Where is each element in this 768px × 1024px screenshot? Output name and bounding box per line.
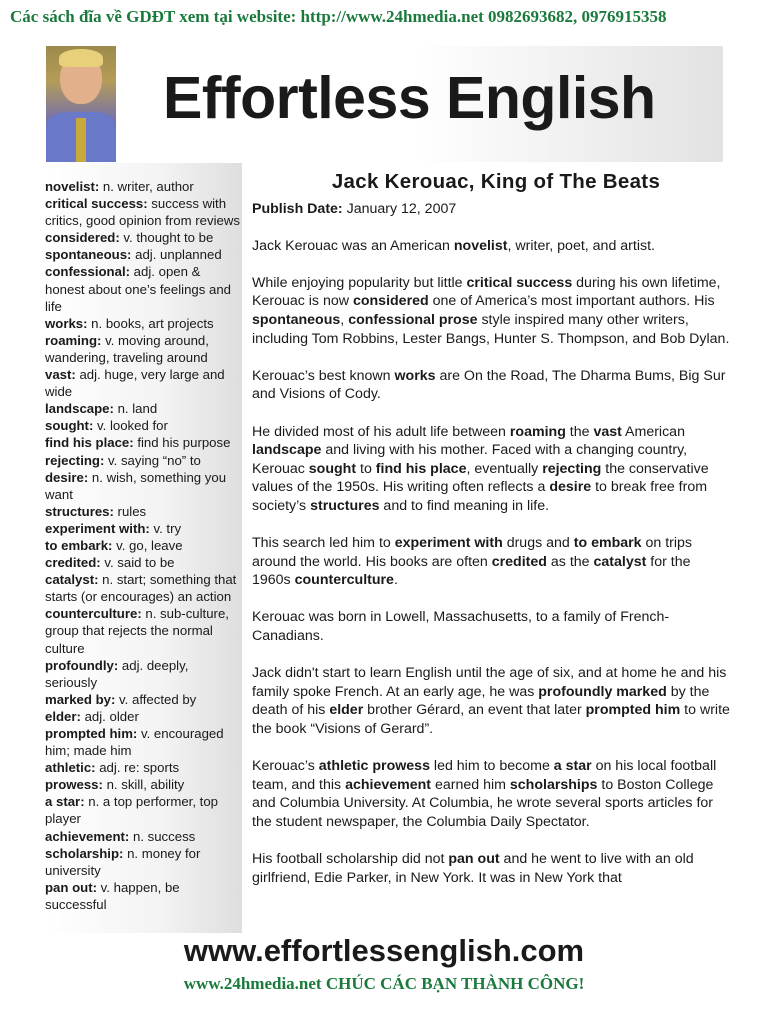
glossary-term: roaming: (45, 332, 102, 348)
glossary-term: considered: (45, 230, 120, 246)
glossary-term: counterculture: (45, 606, 142, 622)
glossary-term: pan out: (45, 879, 98, 895)
glossary-term: prowess: (45, 777, 103, 793)
text-run: for the 1960s (252, 553, 691, 589)
vocab-term: spontaneous (252, 311, 341, 328)
glossary-definition: adj. older (80, 708, 139, 724)
glossary-definition: v. go, leave (112, 537, 183, 553)
text-run: the conservative values of the 1950s. His writing often reflects a (252, 460, 709, 496)
vocab-term: sought (308, 460, 357, 477)
vocab-term: achievement (345, 776, 432, 793)
text-run: style inspired many other writers, including Tom Robbins, Lester Bangs, Hunter S. Thompson, and Bob Dylan. (252, 311, 730, 347)
text-run: one of America’s most important authors. His (428, 293, 715, 310)
text-run: to break free from society’s (252, 479, 708, 514)
website-url[interactable]: www.effortlessenglish.com (183, 933, 585, 968)
text-run: and to find meaning in life. (379, 497, 550, 514)
photo-tie (76, 118, 86, 162)
glossary-entry (45, 879, 242, 913)
vocab-term: counterculture (294, 572, 394, 589)
glossary-entry (45, 366, 242, 400)
article (252, 170, 732, 906)
text-run: Kerouac’s best known (252, 367, 395, 384)
article-paragraph (252, 423, 732, 516)
glossary-definition: n. sub-culture, group that rejects the normal culture (45, 606, 229, 656)
glossary-term: novelist: (45, 179, 100, 194)
vocab-term: a star (553, 758, 592, 775)
vocab-term: athletic prowess (318, 758, 430, 775)
glossary-term: catalyst: (45, 572, 99, 588)
glossary-definition: v. affected by (115, 691, 197, 707)
glossary-definition: n. money for university (45, 845, 201, 878)
glossary-definition: adj. open & honest about one’s feelings and life (45, 264, 231, 314)
page-title: Effortless English (163, 65, 656, 131)
glossary-entry (45, 759, 242, 776)
glossary-term: rejecting: (45, 452, 105, 468)
glossary-term: athletic: (45, 760, 96, 776)
vocab-term: find his place (375, 460, 467, 477)
article-paragraph (252, 850, 732, 887)
article-paragraph (252, 274, 732, 348)
glossary-definition: success with critics, good opinion from reviews (45, 196, 240, 229)
vocab-term: works (394, 367, 436, 384)
glossary-definition: adj. deeply, seriously (45, 657, 189, 690)
glossary-definition: v. try (149, 520, 182, 536)
vocab-term: landscape (252, 442, 322, 459)
vocab-term: catalyst (593, 553, 647, 570)
glossary-term: marked by: (45, 691, 116, 707)
article-paragraph (252, 757, 732, 831)
glossary-entry (45, 315, 242, 332)
article-paragraph (252, 608, 732, 645)
glossary-definition: n. start; something that starts (or encourages) an action (45, 572, 237, 605)
glossary-entry (45, 845, 242, 879)
glossary-term: find his place: (45, 435, 134, 451)
glossary-entry (45, 503, 242, 520)
glossary-term: structures: (45, 503, 114, 519)
text-run: , writer, poet, and artist. (507, 237, 655, 254)
vocab-term: roaming (509, 423, 566, 440)
article-paragraph (252, 367, 732, 404)
glossary-entry (45, 178, 242, 195)
glossary-definition: v. looked for (93, 418, 168, 434)
glossary-term: critical success: (45, 196, 148, 212)
vocab-term: critical success (466, 274, 573, 291)
glossary-term: a star: (45, 794, 85, 810)
glossary-entry (45, 537, 242, 554)
glossary-entry (45, 657, 242, 691)
glossary-term: to embark: (45, 537, 113, 553)
glossary-definition: rules (113, 503, 147, 519)
vocab-term: scholarships (509, 776, 598, 793)
glossary-entry (45, 725, 242, 759)
vocab-term: rejecting (542, 460, 602, 477)
text-run: and he went to live with an old girlfriend, Edie Parker, in New York. It was in New York that (252, 851, 694, 886)
vocab-term: profoundly marked (538, 683, 667, 700)
vocab-term: elder (329, 702, 364, 719)
glossary-term: vast: (45, 367, 76, 383)
text-run: to (356, 460, 376, 477)
glossary-term: experiment with: (45, 520, 150, 536)
text-run: on his local football team, and this (252, 758, 717, 793)
glossary-definition: adj. unplanned (131, 247, 222, 263)
glossary-term: landscape: (45, 401, 114, 417)
vocab-term: novelist (453, 237, 508, 254)
glossary-definition: n. success (129, 828, 196, 844)
glossary-term: confessional: (45, 264, 131, 280)
text-run: during his own lifetime, Kerouac is now (252, 274, 721, 310)
text-run: by the death of his (252, 683, 710, 719)
glossary-entry (45, 554, 242, 571)
glossary-entry (45, 434, 242, 451)
bottom-banner: www.24hmedia.net CHÚC CÁC BẠN THÀNH CÔNG! (183, 974, 585, 993)
author-photo (46, 46, 116, 162)
glossary-term: spontaneous: (45, 247, 132, 263)
glossary-entry (45, 452, 242, 469)
glossary-entry (45, 400, 242, 417)
text-run: to write the book “Visions of Gerard”. (252, 702, 730, 738)
glossary-entry (45, 246, 242, 263)
glossary-definition: v. encouraged him; made him (45, 726, 224, 759)
glossary-definition: n. a top performer, top player (45, 794, 219, 827)
article-title: Jack Kerouac, King of The Beats (331, 170, 661, 193)
glossary-term: achievement: (45, 828, 130, 844)
glossary-definition: v. thought to be (119, 230, 214, 246)
text-run: Jack didn't start to learn English until the age of six, and at home he and his family spoke French. At an early age, he was (252, 665, 727, 700)
publish-label: Publish Date: (252, 201, 343, 217)
article-paragraph (252, 664, 732, 738)
glossary-definition: adj. huge, very large and wide (45, 367, 225, 400)
text-run: brother Gérard, an event that later (363, 702, 586, 719)
glossary-entry (45, 828, 242, 845)
glossary-definition: n. land (113, 401, 158, 417)
text-run: , (340, 311, 349, 328)
glossary-entry (45, 708, 242, 725)
glossary-term: elder: (45, 708, 81, 724)
glossary-definition: n. books, art projects (87, 315, 214, 331)
glossary-entry (45, 691, 242, 708)
glossary-definition: n. wish, something you want (45, 469, 227, 502)
text-run: , eventually (466, 460, 543, 477)
glossary-definition: v. saying “no” to (104, 452, 201, 468)
glossary-entry (45, 605, 242, 656)
text-run: Kerouac’s (252, 758, 319, 775)
glossary-term: prompted him: (45, 726, 138, 741)
text-run: earned him (431, 776, 510, 793)
text-run: While enjoying popularity but little (252, 274, 467, 291)
text-run: drugs and (502, 535, 574, 552)
publish-date-value: January 12, 2007 (342, 201, 457, 217)
text-run: This search led him to (252, 535, 395, 552)
glossary-term: scholarship: (45, 845, 124, 861)
glossary-definition: adj. re: sports (95, 760, 180, 776)
text-run: are On the Road, The Dharma Bums, Big Sur and Visions of Cody. (252, 367, 726, 403)
glossary-definition: n. writer, author (99, 179, 194, 194)
glossary-definition: v. moving around, wandering, traveling around (45, 332, 209, 365)
article-paragraph (252, 534, 732, 590)
publish-date (252, 200, 732, 219)
text-run: and living with his mother. Faced with a changing country, Kerouac (252, 442, 688, 477)
glossary-entry (45, 229, 242, 246)
vocab-term: structures (310, 497, 380, 514)
text-run: American (621, 423, 685, 440)
text-run: the (565, 423, 594, 440)
glossary-entry (45, 195, 242, 229)
text-run: Jack Kerouac was an American (252, 237, 454, 254)
vocab-term: prompted him (585, 702, 681, 719)
glossary-term: profoundly: (45, 657, 119, 673)
vocab-term: vast (593, 423, 622, 440)
top-banner: Các sách đĩa về GDĐT xem tại website: http://www.24hmedia.net 0982693682, 0976915358 (10, 7, 667, 26)
photo-hair (59, 49, 103, 67)
vocab-term: to embark (573, 535, 642, 552)
glossary-term: desire: (45, 469, 89, 485)
text-run: to Boston College and Columbia University. At Columbia, he wrote several sports articles for the student newspaper, the Columbia Daily Spectator. (252, 776, 714, 830)
glossary-entry (45, 417, 242, 434)
vocab-term: credited (491, 553, 547, 570)
glossary-definition: find his purpose (133, 435, 231, 451)
glossary-term: sought: (45, 418, 94, 434)
vocab-term: experiment with (394, 535, 503, 552)
text-run: . (393, 572, 398, 589)
text-run: on trips around the world. His books are often (252, 535, 693, 570)
vocab-term: considered (352, 293, 429, 310)
glossary-entry (45, 571, 242, 605)
glossary-term: credited: (45, 555, 101, 571)
glossary-definition: v. happen, be successful (45, 879, 180, 912)
text-run: His football scholarship did not (252, 851, 449, 868)
glossary-entry (45, 263, 242, 314)
text-run: He divided most of his adult life between (252, 423, 510, 440)
glossary-definition: v. said to be (100, 555, 175, 571)
glossary-entry (45, 520, 242, 537)
glossary-entry (45, 469, 242, 503)
glossary-entry (45, 332, 242, 366)
glossary-term: works: (45, 315, 88, 331)
text-run: led him to become (429, 758, 554, 775)
text-run: Kerouac was born in Lowell, Massachusetts, to a family of French-Canadians. (252, 609, 670, 645)
vocab-term: confessional prose (348, 311, 478, 328)
article-body (252, 237, 732, 888)
vocab-term: pan out (448, 851, 500, 868)
glossary-list (45, 178, 242, 913)
article-paragraph (252, 237, 732, 256)
glossary-entry (45, 793, 242, 827)
vocab-term: desire (549, 479, 592, 496)
glossary-entry (45, 776, 242, 793)
text-run: as the (546, 553, 594, 570)
glossary-definition: n. skill, ability (102, 777, 185, 793)
